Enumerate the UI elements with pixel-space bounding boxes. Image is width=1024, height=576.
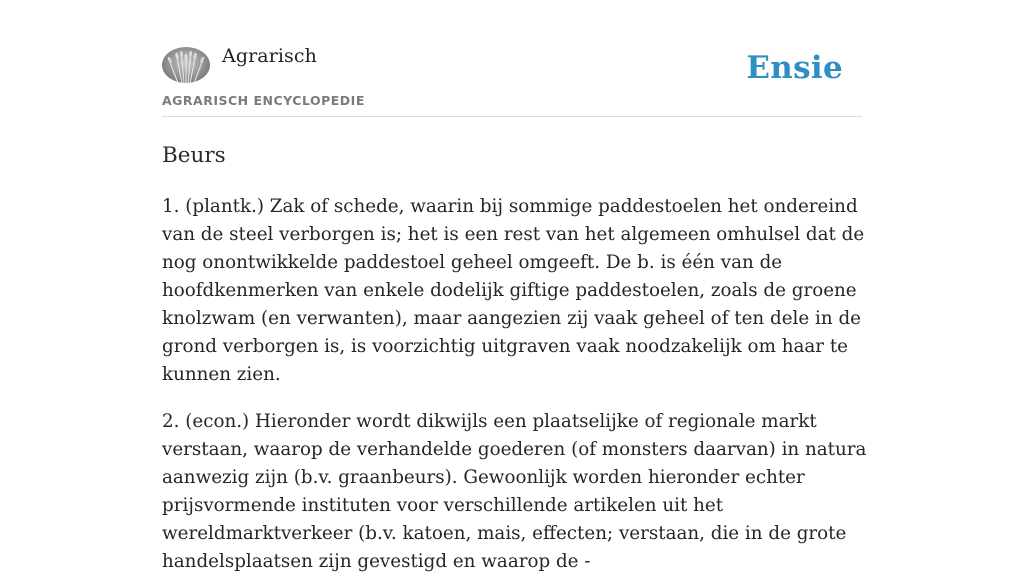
wheat-icon[interactable]	[162, 47, 210, 83]
definition-1: 1. (plantk.) Zak of schede, waarin bij sommige paddestoelen het ondereind van de steel verborgen is; het is een rest van het algemeen omhulsel dat de nog onontwikkelde paddestoel geheel omgeeft. De b. is één van de hoofdkenmerken van enkele dodelijk giftige paddestoelen, zoals de groene knolzwam (en verwanten), maar aangezien zij vaak geheel of ten dele in de grond verborgen is, is voorzichtig uitgraven vaak noodzakelijk om haar te kunnen zien.	[162, 196, 865, 385]
definition-2: 2. (econ.) Hieronder wordt dikwijls een plaatselijke of regionale markt verstaan, waarop de verhandelde goederen (of monsters daarvan) in natura aanwezig zijn (b.v. graanbeurs). Gewoonlijk worden hieronder echter prijsvormende instituten voor verschillende artikelen uit het wereldmarktverkeer (b.v. katoen, mais, effecten; verstaan, die in de grote handelsplaatsen zijn gevestigd en waarop de -	[162, 411, 867, 572]
brand-logo[interactable]: Ensie	[746, 50, 843, 86]
header	[162, 0, 862, 117]
entry-title: Beurs	[162, 143, 226, 168]
publication-name[interactable]: Agrarisch	[222, 45, 317, 67]
publication-subtitle: AGRARISCH ENCYCLOPEDIE	[162, 93, 365, 108]
page	[162, 0, 867, 572]
